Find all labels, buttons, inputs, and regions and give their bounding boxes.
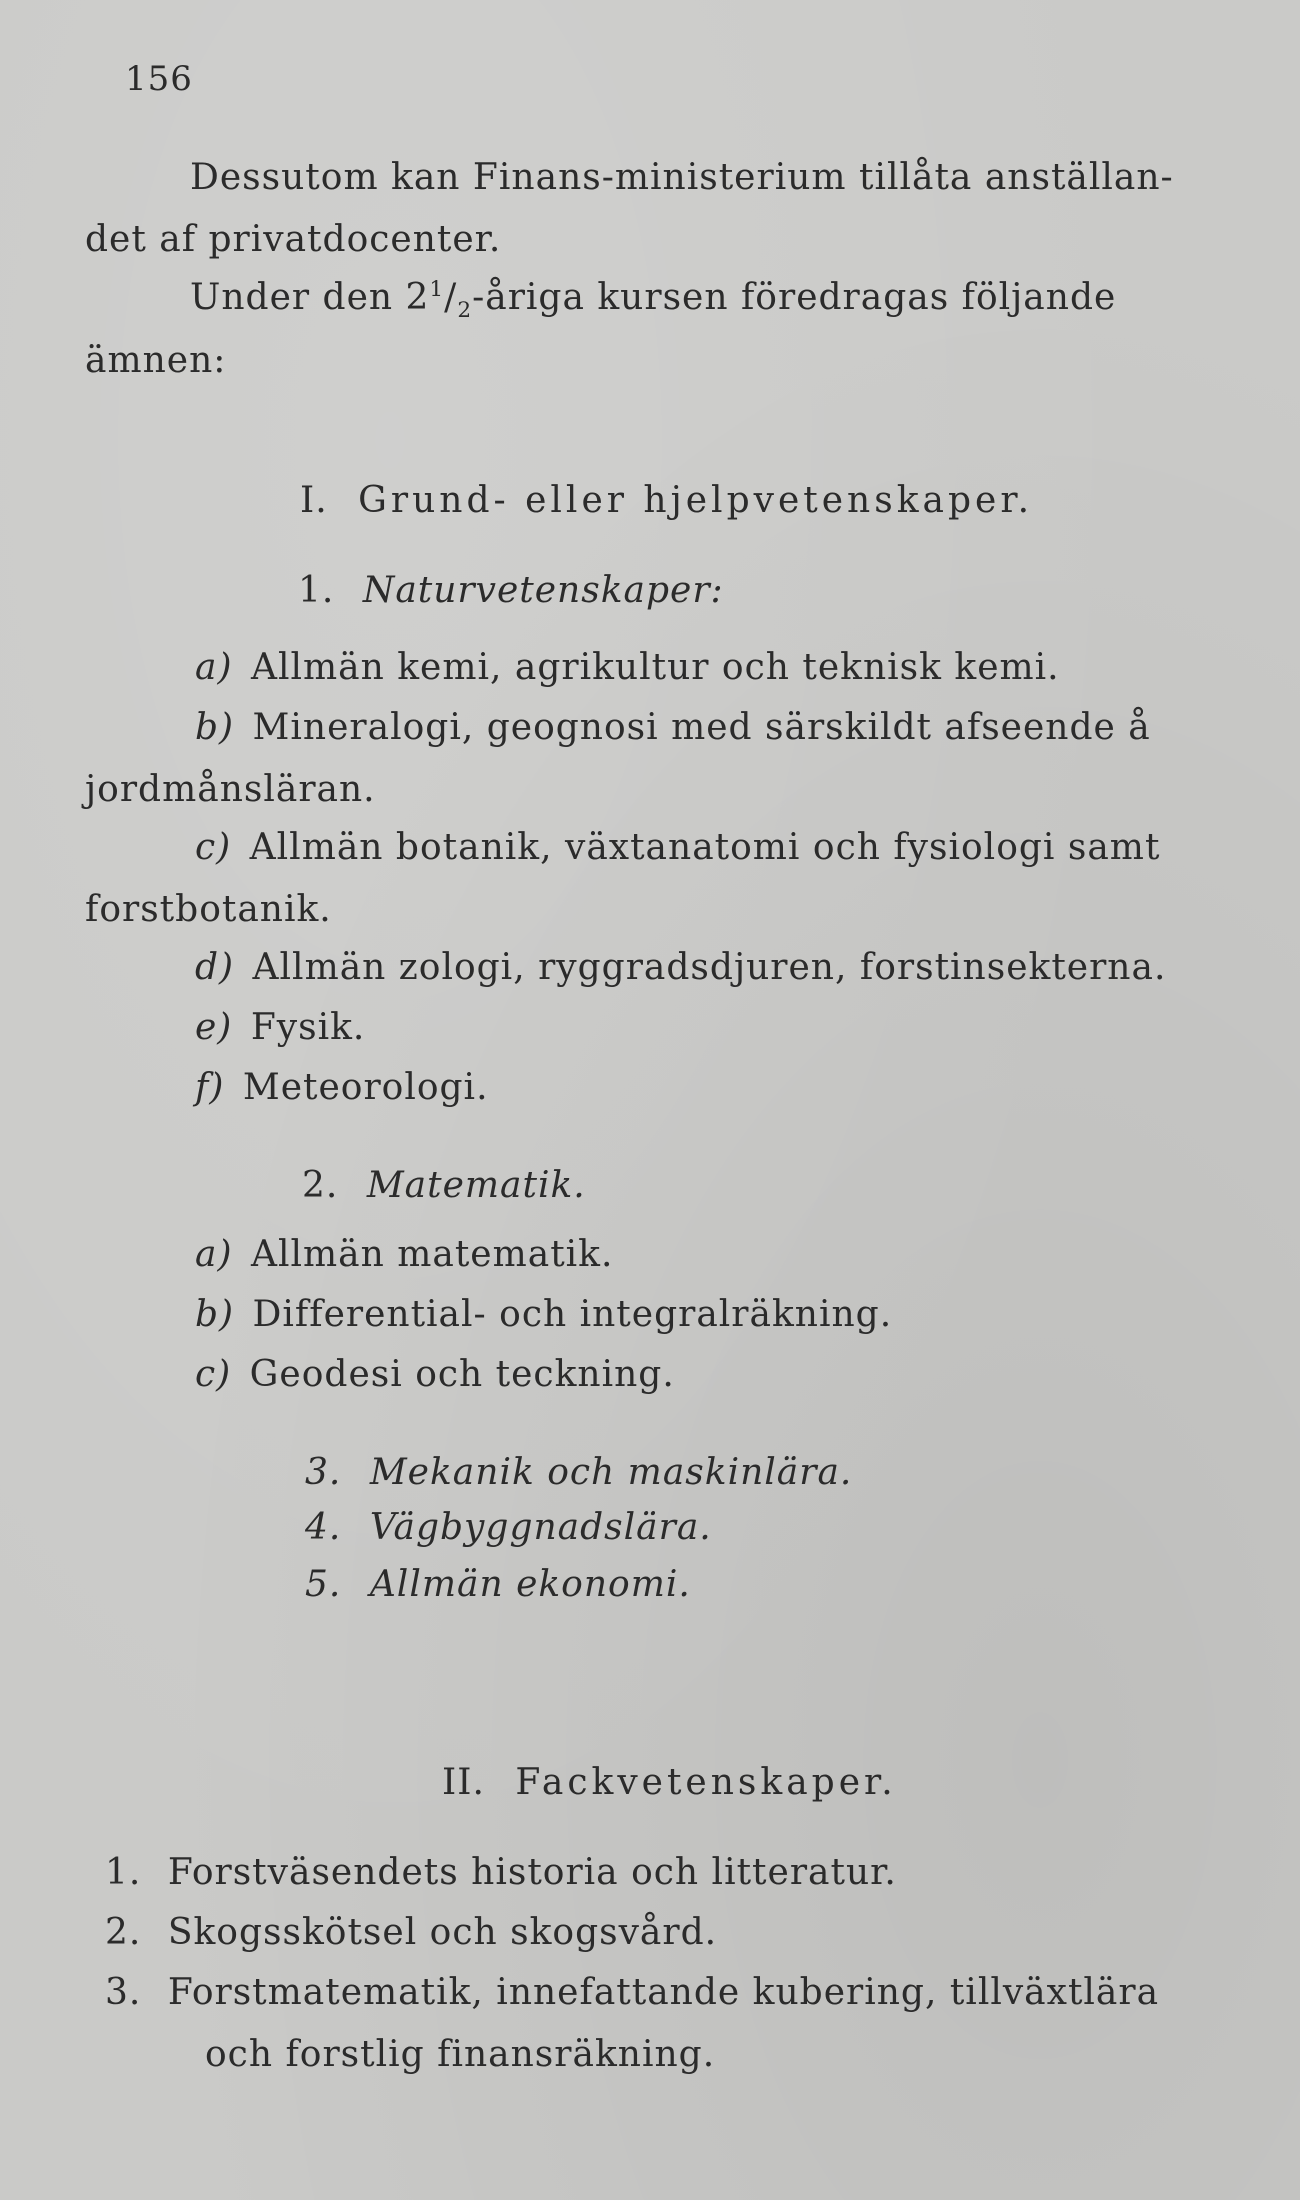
- item-text: Geodesi och teckning.: [249, 1354, 675, 1395]
- list-item: [195, 1234, 614, 1275]
- subsection-heading: [305, 1564, 691, 1605]
- item-letter: c): [195, 827, 232, 868]
- subsection-number: 3.: [305, 1452, 342, 1493]
- list-item-continuation: och forstlig finansräkning.: [205, 2034, 716, 2075]
- list-item: [195, 1354, 675, 1395]
- item-letter: b): [195, 707, 235, 748]
- page-number: 156: [125, 59, 193, 99]
- paragraph-line: Dessutom kan Finans-ministerium tillåta anställan-: [190, 157, 1174, 198]
- fraction-denominator: 2: [457, 298, 473, 324]
- item-text: Fysik.: [250, 1007, 366, 1048]
- section-heading: [442, 1762, 897, 1803]
- item-text: Forstväsendets historia och litteratur.: [167, 1852, 897, 1893]
- item-text: Allmän botanik, växtanatomi och fysiologi samt: [249, 827, 1161, 868]
- section-numeral: I.: [300, 480, 328, 521]
- list-item: [195, 1007, 366, 1048]
- item-text: Skogsskötsel och skogsvård.: [167, 1912, 718, 1953]
- section-title: Grund- eller hjelpvetenskaper.: [358, 480, 1034, 521]
- item-letter: e): [195, 1007, 233, 1048]
- item-text: Forstmatematik, innefattande kubering, tillväxtlära: [167, 1972, 1160, 2013]
- item-text: Meteorologi.: [242, 1067, 489, 1108]
- subsection-title: Mekanik och maskinlära.: [369, 1452, 853, 1493]
- item-text: Allmän zologi, ryggradsdjuren, forstinsekterna.: [252, 947, 1167, 988]
- list-item-continuation: forstbotanik.: [85, 889, 332, 930]
- item-number: 3.: [105, 1972, 142, 2013]
- subsection-heading: [298, 570, 724, 611]
- item-letter: c): [195, 1354, 232, 1395]
- section-numeral: II.: [442, 1762, 485, 1803]
- subsection-heading: [302, 1165, 586, 1206]
- section-title: Fackvetenskaper.: [515, 1762, 897, 1803]
- subsection-title: Vägbyggnadslära.: [369, 1507, 712, 1548]
- paragraph-text: -åriga kursen föredragas följande: [472, 277, 1117, 318]
- item-letter: f): [195, 1067, 225, 1108]
- list-item: [195, 1067, 489, 1108]
- paragraph-line: ämnen:: [85, 340, 227, 381]
- subsection-heading: [305, 1452, 853, 1493]
- item-text: Allmän matematik.: [250, 1234, 614, 1275]
- subsection-heading: [305, 1507, 712, 1548]
- fraction-numerator: 1: [429, 277, 445, 302]
- subsection-number: 5.: [305, 1564, 342, 1605]
- list-item: [195, 1294, 893, 1335]
- item-letter: d): [195, 947, 235, 988]
- subsection-number: 2.: [302, 1165, 339, 1206]
- item-text: Differential- och integralräkning.: [252, 1294, 893, 1335]
- list-item: [195, 947, 1167, 988]
- item-text: Allmän kemi, agrikultur och teknisk kemi.: [250, 647, 1060, 688]
- item-number: 1.: [105, 1852, 142, 1893]
- subsection-number: 4.: [305, 1507, 342, 1548]
- list-item: [105, 1852, 897, 1893]
- list-item: [105, 1972, 1160, 2013]
- list-item: [195, 647, 1060, 688]
- item-text: Mineralogi, geognosi med särskildt afseende å: [252, 707, 1151, 748]
- item-number: 2.: [105, 1912, 142, 1953]
- fraction-slash: /: [444, 277, 458, 318]
- section-heading: [300, 480, 1034, 521]
- item-letter: a): [195, 1234, 233, 1275]
- list-item-continuation: jordmånsläran.: [85, 769, 376, 810]
- item-letter: b): [195, 1294, 235, 1335]
- list-item: [105, 1912, 718, 1953]
- paragraph-line: [190, 277, 1117, 324]
- list-item: [195, 707, 1151, 748]
- list-item: [195, 827, 1161, 868]
- subsection-number: 1.: [298, 570, 335, 611]
- subsection-title: Allmän ekonomi.: [369, 1564, 691, 1605]
- item-letter: a): [195, 647, 233, 688]
- paragraph-text: Under den 2: [190, 277, 430, 318]
- paragraph-line: det af privatdocenter.: [85, 219, 502, 260]
- subsection-title: Matematik.: [366, 1165, 586, 1206]
- subsection-title: Naturvetenskaper:: [362, 570, 724, 611]
